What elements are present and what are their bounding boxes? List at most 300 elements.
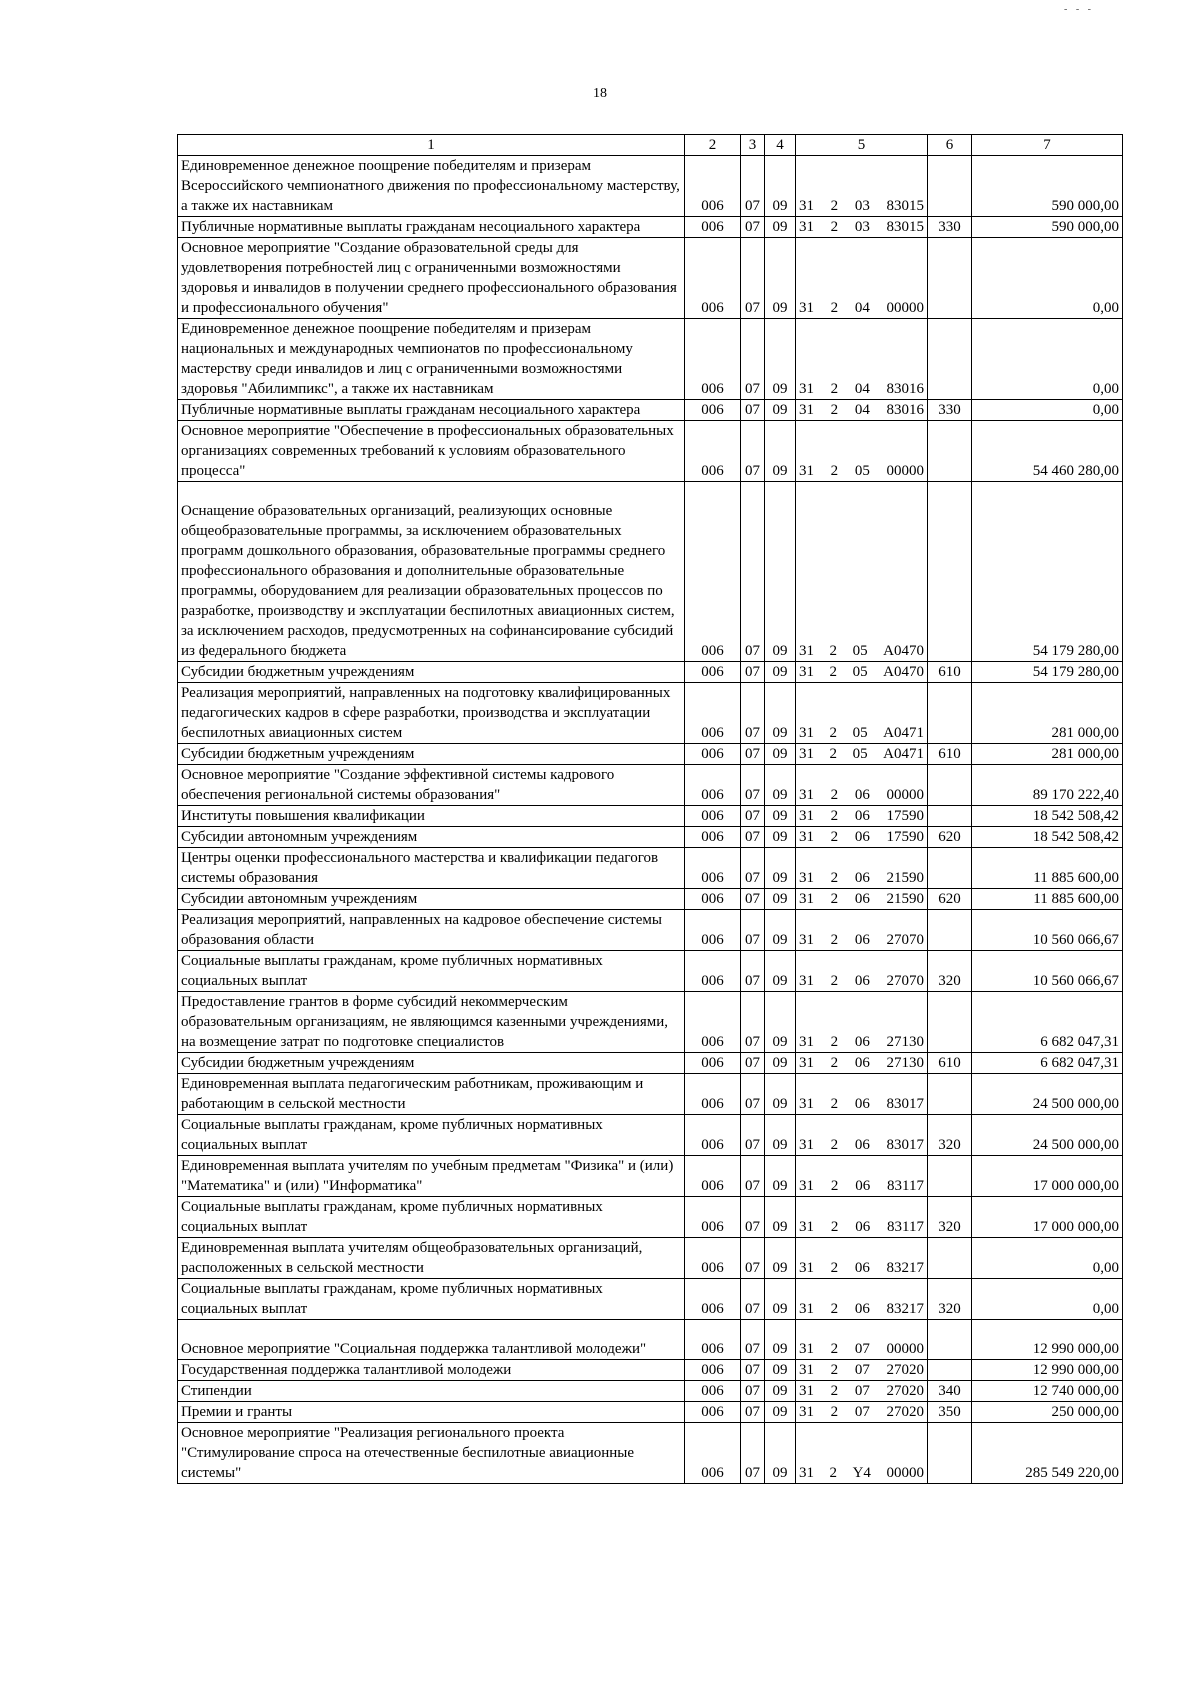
budget-table [177, 134, 1123, 1484]
row-target-code [796, 1423, 928, 1484]
row-amount: 18 542 508,42 [972, 827, 1123, 848]
row-expense-type [928, 319, 972, 400]
row-target-code [796, 1320, 928, 1360]
target-code-part: 31 [799, 973, 814, 989]
row-expense-type [928, 1320, 972, 1360]
target-code-parts [799, 785, 924, 805]
row-ministry-code: 006 [685, 662, 741, 683]
row-expense-type: 610 [928, 744, 972, 765]
row-subsection-code: 09 [765, 1402, 796, 1423]
target-code-part: 05 [852, 725, 868, 741]
row-target-code [796, 951, 928, 992]
target-code-parts [799, 1360, 924, 1380]
row-section-code: 07 [741, 744, 765, 765]
row-amount: 54 460 280,00 [972, 421, 1123, 482]
target-code-part: 2 [830, 1137, 839, 1153]
target-code-part: 31 [799, 891, 814, 907]
target-code-part: 31 [799, 829, 814, 845]
row-name: Основное мероприятие "Создание эффективной системы кадрового обеспечения региональной системы образования" [178, 765, 685, 806]
target-code-part: 31 [799, 725, 814, 741]
target-code-parts [799, 461, 924, 481]
row-section-code: 07 [741, 992, 765, 1053]
row-section-code: 07 [741, 951, 765, 992]
row-target-code [796, 765, 928, 806]
row-amount: 250 000,00 [972, 1402, 1123, 1423]
row-subsection-code: 09 [765, 889, 796, 910]
row-subsection-code: 09 [765, 765, 796, 806]
target-code-part: 07 [854, 1383, 870, 1399]
column-header-2: 2 [685, 135, 741, 156]
target-code-part: 31 [799, 198, 814, 214]
target-code-part: 31 [799, 787, 814, 803]
row-subsection-code: 09 [765, 910, 796, 951]
row-name: Реализация мероприятий, направленных на подготовку квалифицированных педагогических кадров в сфере разработки, производства и эксплуатации беспилотных авиационных систем [178, 683, 685, 744]
row-expense-type [928, 1360, 972, 1381]
row-section-code: 07 [741, 1115, 765, 1156]
target-code-part: 31 [799, 1383, 814, 1399]
row-ministry-code: 006 [685, 910, 741, 951]
row-ministry-code: 006 [685, 238, 741, 319]
row-name: Субсидии бюджетным учреждениям [178, 662, 685, 683]
target-code-parts [799, 1094, 924, 1114]
row-ministry-code: 006 [685, 1381, 741, 1402]
row-expense-type [928, 765, 972, 806]
target-code-part: 83016 [886, 381, 924, 397]
row-subsection-code: 09 [765, 1381, 796, 1402]
row-section-code: 07 [741, 1360, 765, 1381]
table-row [178, 156, 1123, 217]
target-code-part: 2 [830, 829, 839, 845]
target-code-parts [799, 1176, 924, 1196]
row-target-code [796, 1197, 928, 1238]
row-expense-type [928, 1423, 972, 1484]
target-code-part: 00000 [886, 300, 924, 316]
target-code-part: 21590 [886, 870, 924, 886]
row-target-code [796, 1381, 928, 1402]
target-code-part: 83015 [886, 219, 924, 235]
table-row [178, 1115, 1123, 1156]
row-expense-type [928, 421, 972, 482]
row-target-code [796, 1053, 928, 1074]
row-expense-type: 320 [928, 951, 972, 992]
row-amount: 24 500 000,00 [972, 1115, 1123, 1156]
row-name: Субсидии бюджетным учреждениям [178, 1053, 685, 1074]
target-code-parts [799, 1402, 924, 1422]
row-name: Социальные выплаты гражданам, кроме публичных нормативных социальных выплат [178, 1279, 685, 1320]
table-row [178, 848, 1123, 889]
row-target-code [796, 889, 928, 910]
row-name: Единовременная выплата учителям по учебным предметам "Физика" и (или) "Математика" и (или) "Информатика" [178, 1156, 685, 1197]
target-code-part: 31 [799, 746, 814, 762]
target-code-part: 2 [830, 463, 839, 479]
row-amount: 11 885 600,00 [972, 848, 1123, 889]
target-code-part: 06 [854, 973, 870, 989]
row-ministry-code: 006 [685, 951, 741, 992]
row-ministry-code: 006 [685, 992, 741, 1053]
target-code-parts [799, 1032, 924, 1052]
target-code-part: 83017 [886, 1137, 924, 1153]
row-section-code: 07 [741, 683, 765, 744]
target-code-part: 83117 [887, 1178, 924, 1194]
target-code-part: 31 [799, 1465, 814, 1481]
row-expense-type [928, 683, 972, 744]
row-expense-type [928, 1156, 972, 1197]
target-code-part: 2 [830, 1341, 839, 1357]
target-code-part: 27070 [886, 932, 924, 948]
table-row [178, 765, 1123, 806]
row-target-code [796, 217, 928, 238]
target-code-part: 06 [854, 870, 870, 886]
target-code-part: 2 [830, 219, 839, 235]
row-section-code: 07 [741, 910, 765, 951]
row-ministry-code: 006 [685, 400, 741, 421]
target-code-parts [799, 1339, 924, 1359]
row-section-code: 07 [741, 1238, 765, 1279]
row-expense-type: 620 [928, 827, 972, 848]
row-section-code: 07 [741, 889, 765, 910]
row-amount: 6 682 047,31 [972, 992, 1123, 1053]
row-subsection-code: 09 [765, 421, 796, 482]
row-name: Субсидии бюджетным учреждениям [178, 744, 685, 765]
target-code-part: 05 [852, 643, 868, 659]
target-code-part: 2 [830, 1055, 839, 1071]
row-subsection-code: 09 [765, 1423, 796, 1484]
row-name: Государственная поддержка талантливой молодежи [178, 1360, 685, 1381]
row-ministry-code: 006 [685, 1156, 741, 1197]
row-ministry-code: 006 [685, 806, 741, 827]
row-expense-type: 330 [928, 400, 972, 421]
row-ministry-code: 006 [685, 1053, 741, 1074]
target-code-parts [799, 868, 924, 888]
target-code-part: А0471 [883, 725, 924, 741]
target-code-part: 31 [799, 1096, 814, 1112]
target-code-part: 06 [854, 1137, 870, 1153]
row-target-code [796, 683, 928, 744]
row-section-code: 07 [741, 319, 765, 400]
row-name: Основное мероприятие "Социальная поддержка талантливой молодежи" [178, 1320, 685, 1360]
row-amount: 0,00 [972, 1279, 1123, 1320]
target-code-part: 06 [855, 1178, 871, 1194]
target-code-part: 07 [854, 1404, 870, 1420]
row-section-code: 07 [741, 1053, 765, 1074]
row-target-code [796, 238, 928, 319]
row-section-code: 07 [741, 1320, 765, 1360]
row-amount: 12 990 000,00 [972, 1360, 1123, 1381]
row-expense-type [928, 992, 972, 1053]
target-code-part: 06 [854, 808, 870, 824]
target-code-part: 31 [799, 664, 814, 680]
row-target-code [796, 1402, 928, 1423]
row-target-code [796, 806, 928, 827]
row-name: Социальные выплаты гражданам, кроме публичных нормативных социальных выплат [178, 951, 685, 992]
target-code-part: 31 [799, 300, 814, 316]
row-ministry-code: 006 [685, 217, 741, 238]
target-code-part: 2 [830, 787, 839, 803]
target-code-part: Y4 [852, 1465, 871, 1481]
target-code-parts [799, 1381, 924, 1401]
table-row [178, 1279, 1123, 1320]
target-code-part: 31 [799, 1178, 814, 1194]
target-code-part: 06 [854, 932, 870, 948]
row-target-code [796, 319, 928, 400]
row-name: Предоставление грантов в форме субсидий некоммерческим образовательным организациям, не являющимся казенными учреждениями, на возмещение затрат по подготовке специалистов [178, 992, 685, 1053]
target-code-parts [799, 806, 924, 826]
target-code-part: 06 [854, 1055, 870, 1071]
target-code-part: А0470 [883, 643, 924, 659]
row-subsection-code: 09 [765, 744, 796, 765]
target-code-part: 00000 [886, 1341, 924, 1357]
table-row [178, 1320, 1123, 1360]
row-target-code [796, 910, 928, 951]
target-code-part: 2 [830, 1383, 839, 1399]
row-ministry-code: 006 [685, 421, 741, 482]
row-section-code: 07 [741, 156, 765, 217]
target-code-parts [799, 744, 924, 764]
row-expense-type [928, 1238, 972, 1279]
row-amount: 0,00 [972, 238, 1123, 319]
target-code-part: 31 [799, 1404, 814, 1420]
row-section-code: 07 [741, 400, 765, 421]
row-subsection-code: 09 [765, 217, 796, 238]
table-row [178, 910, 1123, 951]
row-section-code: 07 [741, 1381, 765, 1402]
row-name: Центры оценки профессионального мастерства и квалификации педагогов системы образования [178, 848, 685, 889]
table-row [178, 1238, 1123, 1279]
row-name: Публичные нормативные выплаты гражданам несоциального характера [178, 400, 685, 421]
table-row [178, 806, 1123, 827]
target-code-parts [799, 827, 924, 847]
row-ministry-code: 006 [685, 1238, 741, 1279]
row-subsection-code: 09 [765, 238, 796, 319]
row-subsection-code: 09 [765, 992, 796, 1053]
target-code-part: 17590 [886, 808, 924, 824]
target-code-part: 2 [829, 643, 838, 659]
table-row [178, 238, 1123, 319]
target-code-part: 07 [854, 1341, 870, 1357]
row-target-code [796, 1074, 928, 1115]
row-target-code [796, 1156, 928, 1197]
target-code-parts [799, 662, 924, 682]
column-header-7: 7 [972, 135, 1123, 156]
row-amount: 12 990 000,00 [972, 1320, 1123, 1360]
target-code-part: 2 [830, 1096, 839, 1112]
target-code-parts [799, 723, 924, 743]
row-ministry-code: 006 [685, 1197, 741, 1238]
target-code-part: 05 [852, 746, 868, 762]
target-code-part: 31 [799, 1034, 814, 1050]
header-row [178, 135, 1123, 156]
row-target-code [796, 1238, 928, 1279]
row-subsection-code: 09 [765, 848, 796, 889]
target-code-part: 31 [799, 1362, 814, 1378]
target-code-part: 2 [830, 1219, 839, 1235]
target-code-parts [799, 1258, 924, 1278]
target-code-part: 27020 [886, 1362, 924, 1378]
table-row [178, 1381, 1123, 1402]
target-code-part: 2 [830, 1301, 839, 1317]
table-row [178, 1402, 1123, 1423]
row-amount: 590 000,00 [972, 217, 1123, 238]
table-row [178, 992, 1123, 1053]
row-name: Реализация мероприятий, направленных на кадровое обеспечение системы образования области [178, 910, 685, 951]
row-section-code: 07 [741, 1279, 765, 1320]
row-subsection-code: 09 [765, 1238, 796, 1279]
row-name: Социальные выплаты гражданам, кроме публичных нормативных социальных выплат [178, 1197, 685, 1238]
target-code-part: 31 [799, 463, 814, 479]
row-amount: 24 500 000,00 [972, 1074, 1123, 1115]
target-code-part: 06 [854, 829, 870, 845]
target-code-part: А0470 [883, 664, 924, 680]
target-code-part: 31 [799, 402, 814, 418]
row-subsection-code: 09 [765, 156, 796, 217]
target-code-parts [799, 196, 924, 216]
column-header-3: 3 [741, 135, 765, 156]
row-subsection-code: 09 [765, 400, 796, 421]
row-name: Единовременное денежное поощрение победителям и призерам национальных и международных чемпионатов по профессиональному мастерству среди инвалидов и лиц с ограниченными возможностями здоровья "Абилимпикс", а также их наставникам [178, 319, 685, 400]
target-code-part: 31 [799, 1341, 814, 1357]
row-ministry-code: 006 [685, 744, 741, 765]
row-subsection-code: 09 [765, 1053, 796, 1074]
target-code-parts [799, 1053, 924, 1073]
table-row [178, 319, 1123, 400]
row-subsection-code: 09 [765, 1320, 796, 1360]
row-ministry-code: 006 [685, 1402, 741, 1423]
row-ministry-code: 006 [685, 765, 741, 806]
row-name: Единовременная выплата педагогическим работникам, проживающим и работающим в сельской местности [178, 1074, 685, 1115]
row-amount: 10 560 066,67 [972, 951, 1123, 992]
target-code-part: 2 [830, 1362, 839, 1378]
row-amount: 18 542 508,42 [972, 806, 1123, 827]
row-subsection-code: 09 [765, 1074, 796, 1115]
row-name: Основное мероприятие "Создание образовательной среды для удовлетворения потребностей лиц с ограниченными возможностями здоровья и инвалидов в получении среднего профессионального образования и профессионального обучения" [178, 238, 685, 319]
target-code-part: 04 [854, 300, 870, 316]
row-section-code: 07 [741, 1423, 765, 1484]
row-target-code [796, 662, 928, 683]
row-section-code: 07 [741, 765, 765, 806]
target-code-part: 04 [854, 402, 870, 418]
row-section-code: 07 [741, 1402, 765, 1423]
row-amount: 17 000 000,00 [972, 1156, 1123, 1197]
row-ministry-code: 006 [685, 156, 741, 217]
row-expense-type [928, 156, 972, 217]
row-subsection-code: 09 [765, 1279, 796, 1320]
target-code-part: 00000 [886, 787, 924, 803]
target-code-part: 06 [854, 787, 870, 803]
row-expense-type: 320 [928, 1197, 972, 1238]
row-target-code [796, 848, 928, 889]
target-code-part: 27020 [886, 1404, 924, 1420]
row-expense-type [928, 910, 972, 951]
target-code-part: 31 [799, 381, 814, 397]
target-code-part: 2 [830, 300, 839, 316]
row-section-code: 07 [741, 1156, 765, 1197]
row-name: Основное мероприятие "Реализация регионального проекта "Стимулирование спроса на отечественные беспилотные авиационные системы" [178, 1423, 685, 1484]
target-code-part: 31 [799, 1301, 814, 1317]
row-subsection-code: 09 [765, 1115, 796, 1156]
row-amount: 0,00 [972, 1238, 1123, 1279]
target-code-part: 2 [830, 402, 839, 418]
row-subsection-code: 09 [765, 1156, 796, 1197]
target-code-part: 03 [854, 219, 870, 235]
target-code-part: 31 [799, 1055, 814, 1071]
table-row [178, 1053, 1123, 1074]
target-code-part: 27130 [886, 1055, 924, 1071]
row-amount: 10 560 066,67 [972, 910, 1123, 951]
row-subsection-code: 09 [765, 662, 796, 683]
target-code-part: 2 [829, 664, 838, 680]
row-section-code: 07 [741, 421, 765, 482]
row-subsection-code: 09 [765, 482, 796, 662]
target-code-part: 2 [830, 1034, 839, 1050]
target-code-parts [799, 930, 924, 950]
row-section-code: 07 [741, 662, 765, 683]
target-code-parts [799, 217, 924, 237]
row-subsection-code: 09 [765, 319, 796, 400]
row-amount: 0,00 [972, 400, 1123, 421]
target-code-part: 2 [830, 808, 839, 824]
table-header [178, 135, 1123, 156]
column-header-6: 6 [928, 135, 972, 156]
row-subsection-code: 09 [765, 806, 796, 827]
row-amount: 281 000,00 [972, 683, 1123, 744]
row-section-code: 07 [741, 806, 765, 827]
target-code-part: 2 [830, 891, 839, 907]
row-expense-type: 610 [928, 662, 972, 683]
row-amount: 54 179 280,00 [972, 482, 1123, 662]
row-subsection-code: 09 [765, 1197, 796, 1238]
row-ministry-code: 006 [685, 889, 741, 910]
target-code-part: 00000 [886, 1465, 924, 1481]
target-code-parts [799, 1135, 924, 1155]
row-amount: 89 170 222,40 [972, 765, 1123, 806]
target-code-part: 06 [855, 1219, 871, 1235]
target-code-part: 2 [830, 381, 839, 397]
target-code-part: 06 [854, 1260, 870, 1276]
target-code-part: 83017 [886, 1096, 924, 1112]
row-section-code: 07 [741, 1197, 765, 1238]
row-amount: 17 000 000,00 [972, 1197, 1123, 1238]
row-name: Основное мероприятие "Обеспечение в профессиональных образовательных организациях современных требований к условиям образовательного процесса" [178, 421, 685, 482]
row-expense-type: 330 [928, 217, 972, 238]
row-subsection-code: 09 [765, 1360, 796, 1381]
row-name: Единовременная выплата учителям общеобразовательных организаций, расположенных в сельской местности [178, 1238, 685, 1279]
row-section-code: 07 [741, 482, 765, 662]
target-code-part: 83117 [887, 1219, 924, 1235]
target-code-part: 31 [799, 870, 814, 886]
table-row [178, 1156, 1123, 1197]
row-section-code: 07 [741, 848, 765, 889]
target-code-part: 27130 [886, 1034, 924, 1050]
target-code-part: 05 [854, 463, 870, 479]
target-code-part: 2 [830, 1178, 839, 1194]
target-code-part: 83217 [886, 1301, 924, 1317]
target-code-part: 00000 [886, 463, 924, 479]
target-code-part: 2 [829, 725, 838, 741]
target-code-part: А0471 [883, 746, 924, 762]
row-target-code [796, 156, 928, 217]
row-target-code [796, 992, 928, 1053]
row-ministry-code: 006 [685, 482, 741, 662]
row-name: Оснащение образовательных организаций, реализующих основные общеобразовательные программы, за исключением образовательных программ дошкольного образования, образовательные программы среднего профессионального образования и дополнительные образовательные программы, оборудованием для реализации образовательных процессов по разработке, производству и эксплуатации беспилотных авиационных систем, за исключением расходов, предусмотренных на софинансирование субсидий из федерального бюджета [178, 482, 685, 662]
row-amount: 6 682 047,31 [972, 1053, 1123, 1074]
target-code-part: 31 [799, 1260, 814, 1276]
target-code-part: 83016 [886, 402, 924, 418]
column-header-5: 5 [796, 135, 928, 156]
row-ministry-code: 006 [685, 827, 741, 848]
row-amount: 0,00 [972, 319, 1123, 400]
row-expense-type: 610 [928, 1053, 972, 1074]
row-name: Премии и гранты [178, 1402, 685, 1423]
